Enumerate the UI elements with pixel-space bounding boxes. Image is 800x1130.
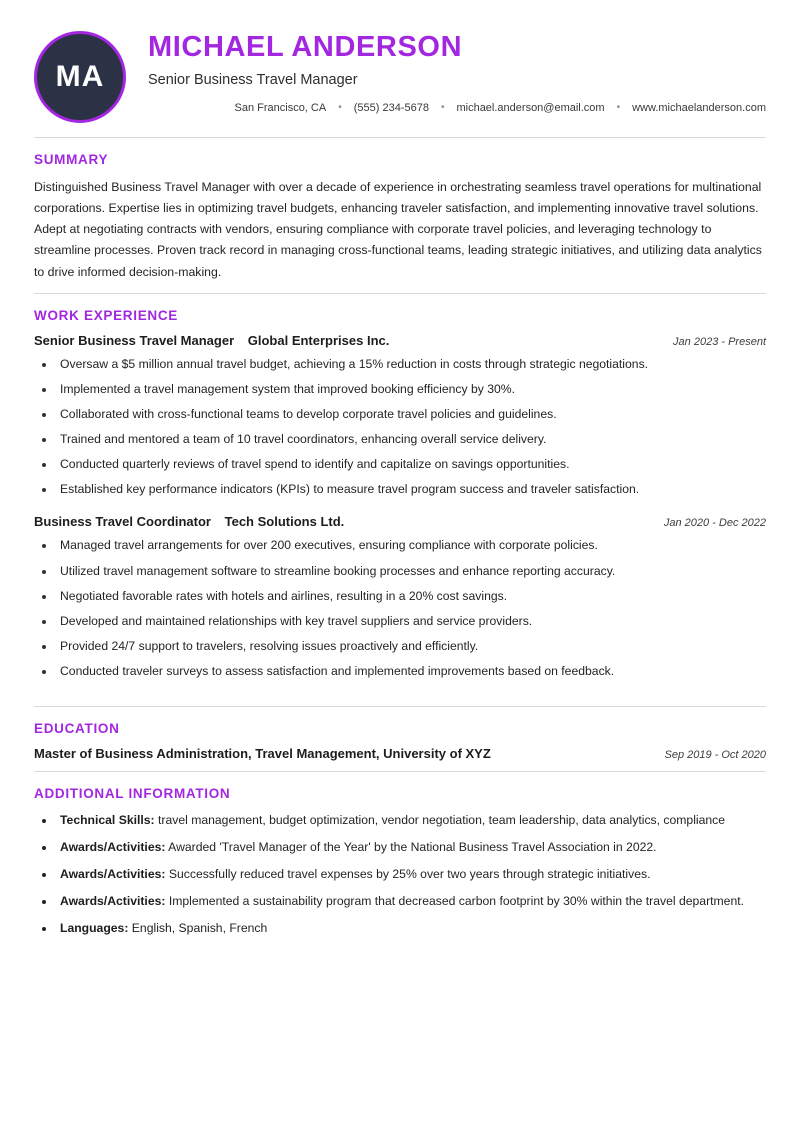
info-text: Successfully reduced travel expenses by 25% over two years through strategic initiatives. [168,867,651,882]
contact-phone[interactable]: (555) 234-5678 [353,101,429,114]
resume-header [34,26,766,137]
info-text: travel management, budget optimization, vendor negotiation, team leadership, data analytics, compliance [158,813,726,828]
experience-role: Senior Business Travel Manager [34,332,235,348]
list-item: • Negotiated favorable rates with hotels and airlines, resulting in a 20% cost savings. [56,587,766,606]
section-summary [34,138,766,293]
contact-row [148,102,766,114]
list-item: • Managed travel arrangements for over 200 executives, ensuring compliance with corporate policies. [56,536,766,555]
contact-location: San Francisco, CA [234,101,327,114]
education-entry [34,746,766,761]
experience-entry-header [34,333,766,348]
info-text: English, Spanish, French [131,920,268,935]
list-item [56,838,766,857]
section-title-experience: WORK EXPERIENCE [34,307,179,323]
info-label: Technical Skills: [60,813,155,828]
info-label: Awards/Activities: [60,893,166,908]
list-item [56,865,766,884]
list-item: • Developed and maintained relationships with key travel suppliers and service providers. [56,612,766,631]
experience-dates: Jan 2023 - Present [673,335,766,348]
header-job-title: Senior Business Travel Manager [148,71,358,88]
contact-website[interactable]: www.michaelanderson.com [632,101,766,114]
contact-email[interactable]: michael.anderson@email.com [456,101,605,114]
experience-role-company [34,333,389,348]
experience-entry [34,514,766,680]
section-title-summary: SUMMARY [34,152,109,167]
avatar-initials: MA [55,60,105,93]
experience-bullets [34,355,766,499]
list-item [56,919,766,938]
info-text: Implemented a sustainability program that decreased carbon footprint by 30% within the travel department. [168,893,745,908]
section-education [34,707,766,771]
section-title-additional: ADDITIONAL INFORMATION [34,786,231,802]
list-item: • Implemented a travel management system that improved booking efficiency by 30%. [56,380,766,399]
info-label: Awards/Activities: [60,840,166,855]
info-label: Awards/Activities: [60,867,166,882]
list-item: • Established key performance indicators (KPIs) to measure travel program success and traveler satisfaction. [56,480,766,499]
experience-role-company [34,514,344,529]
experience-company: Tech Solutions Ltd. [224,514,345,530]
list-item: • Conducted traveler surveys to assess satisfaction and implemented improvements based on feedback. [56,662,766,681]
list-item: • Conducted quarterly reviews of travel spend to identify and capitalize on savings opportunities. [56,455,766,474]
experience-bullets [34,536,766,680]
avatar [34,31,126,123]
header-text-block [148,26,766,114]
education-dates: Sep 2019 - Oct 2020 [664,749,766,762]
contact-separator-icon: • [616,102,621,114]
list-item [56,811,766,830]
page-title: MICHAEL ANDERSON [148,31,463,63]
experience-role: Business Travel Coordinator [34,514,211,530]
section-title-education: EDUCATION [34,721,120,737]
contact-separator-icon: • [440,102,445,114]
list-item: • Oversaw a $5 million annual travel budget, achieving a 15% reduction in costs through strategic negotiations. [56,355,766,374]
list-item: • Provided 24/7 support to travelers, resolving issues proactively and efficiently. [56,637,766,656]
experience-dates: Jan 2020 - Dec 2022 [663,517,766,530]
additional-info-list [34,811,766,938]
section-work-experience [34,294,766,707]
experience-company: Global Enterprises Inc. [247,332,390,348]
section-additional-information [34,772,766,956]
info-text: Awarded 'Travel Manager of the Year' by the National Business Travel Association in 2022. [168,840,657,855]
list-item: • Trained and mentored a team of 10 travel coordinators, enhancing overall service delivery. [56,430,766,449]
summary-text: Distinguished Business Travel Manager with over a decade of experience in orchestrating seamless travel operations for multinational corporations. Expertise lies in optimizing travel budgets, enhancing traveler satisfaction, and implementing innovative travel solutions. Adept at negotiating contracts with vendors, ensuring compliance with corporate travel policies, and leveraging technology to streamline processes. Proven track record in managing cross-functional teams, leading strategic initiatives, and utilizing data analytics to drive informed decision-making. [34,180,762,279]
contact-separator-icon: • [338,102,342,114]
experience-entry [34,333,766,499]
list-item: • Utilized travel management software to streamline booking processes and enhance reporting accuracy. [56,562,766,581]
info-label: Languages: [60,920,129,935]
list-item: • Collaborated with cross-functional teams to develop corporate travel policies and guidelines. [56,405,766,424]
experience-entry-header [34,514,766,529]
list-item [56,892,766,911]
education-degree: Master of Business Administration, Travel Management, University of XYZ [34,746,491,762]
